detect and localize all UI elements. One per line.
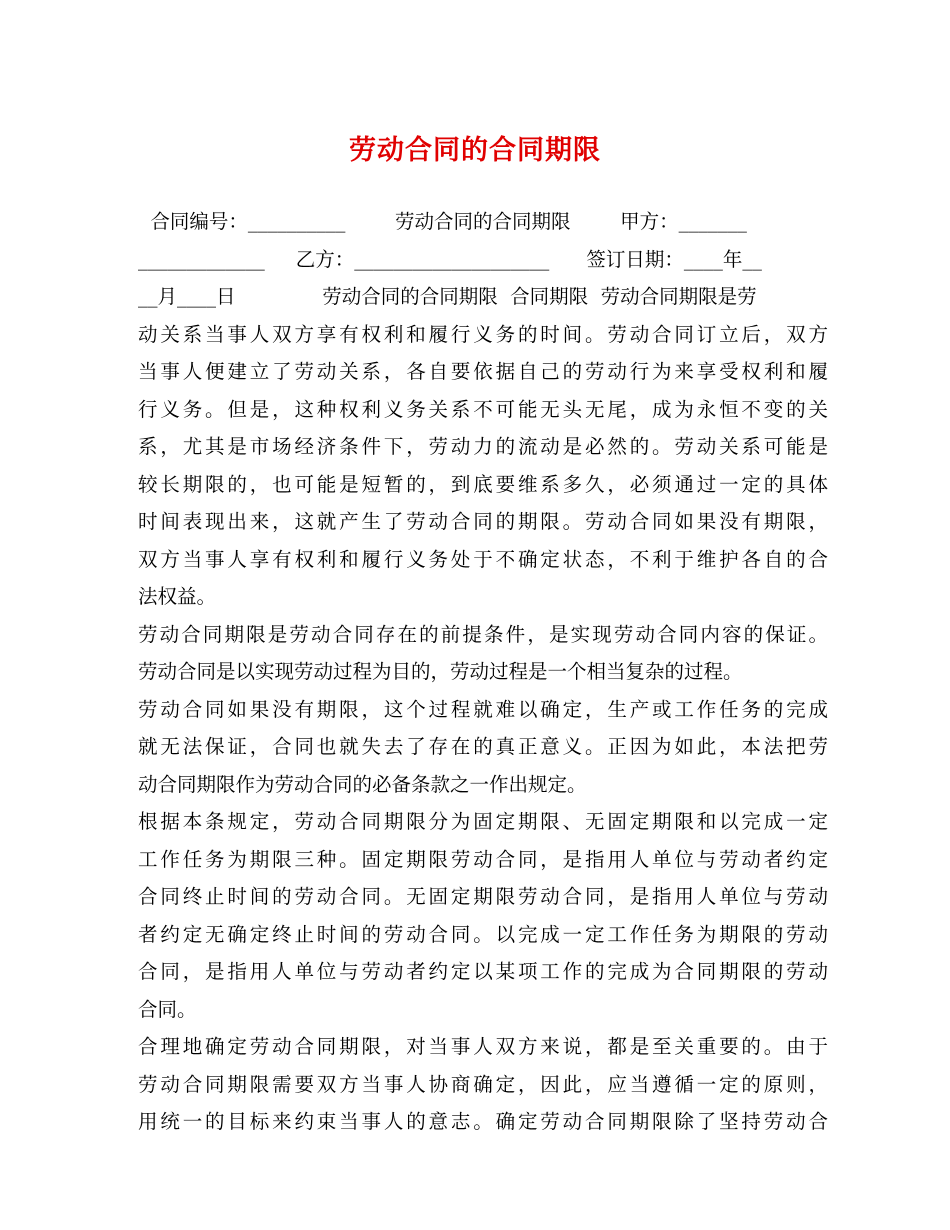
body-line: 当事人便建立了劳动关系，各自要依据自己的劳动行为来享受权利和履 — [138, 360, 828, 383]
body-line: 工作任务为期限三种。固定期限劳动合同，是指用人单位与劳动者约定 — [138, 847, 828, 871]
body-line: 合同。 — [138, 997, 197, 1021]
body-line: 系，尤其是市场经济条件下，劳动力的流动是必然的。劳动关系可能是 — [138, 435, 828, 458]
body-line: 劳动合同期限是劳动合同存在的前提条件，是实现劳动合同内容的保证。 — [138, 622, 828, 646]
document-title: 劳动合同的合同期限 — [349, 135, 601, 166]
body-line: 合同终止时间的劳动合同。无固定期限劳动合同，是指用人单位与劳动 — [138, 885, 828, 908]
body-line: __月____日 劳动合同的合同期限 合同期限 劳动合同期限是劳 — [138, 285, 757, 308]
body-line: 用统一的目标来约束当事人的意志。确定劳动合同期限除了坚持劳动合 — [138, 1110, 828, 1133]
body-line: 合同编号：__________ 劳动合同的合同期限 甲方：_______ — [138, 210, 747, 233]
body-line: 者约定无确定终止时间的劳动合同。以完成一定工作任务为期限的劳动 — [138, 922, 828, 946]
body-line: 劳动合同如果没有期限，这个过程就难以确定，生产或工作任务的完成 — [138, 697, 828, 721]
document-body — [138, 203, 828, 1141]
body-line: 法权益。 — [138, 585, 217, 608]
body-line: 动合同期限作为劳动合同的必备条款之一作出规定。 — [138, 772, 587, 796]
body-line: 行义务。但是，这种权利义务关系不可能无头无尾，成为永恒不变的关 — [138, 397, 828, 421]
body-line: 劳动合同期限需要双方当事人协商确定，因此，应当遵循一定的原则， — [138, 1072, 828, 1096]
body-line: 动关系当事人双方享有权利和履行义务的时间。劳动合同订立后，双方 — [138, 322, 828, 346]
body-line: 时间表现出来，这就产生了劳动合同的期限。劳动合同如果没有期限， — [138, 510, 828, 533]
body-line: 合理地确定劳动合同期限，对当事人双方来说，都是至关重要的。由于 — [138, 1035, 828, 1058]
body-line: 根据本条规定，劳动合同期限分为固定期限、无固定期限和以完成一定 — [138, 810, 828, 833]
body-line: 双方当事人享有权利和履行义务处于不确定状态，不利于维护各自的合 — [138, 547, 828, 571]
body-line: 较长期限的，也可能是短暂的，到底要维系多久，必须通过一定的具体 — [138, 472, 828, 496]
body-line: 合同，是指用人单位与劳动者约定以某项工作的完成为合同期限的劳动 — [138, 960, 828, 983]
body-line: 就无法保证，合同也就失去了存在的真正意义。正因为如此，本法把劳 — [138, 735, 828, 758]
body-line: 劳动合同是以实现劳动过程为目的，劳动过程是一个相当复杂的过程。 — [138, 660, 743, 683]
body-line: _____________ 乙方：____________________ 签订日期：____年__ — [138, 247, 762, 271]
